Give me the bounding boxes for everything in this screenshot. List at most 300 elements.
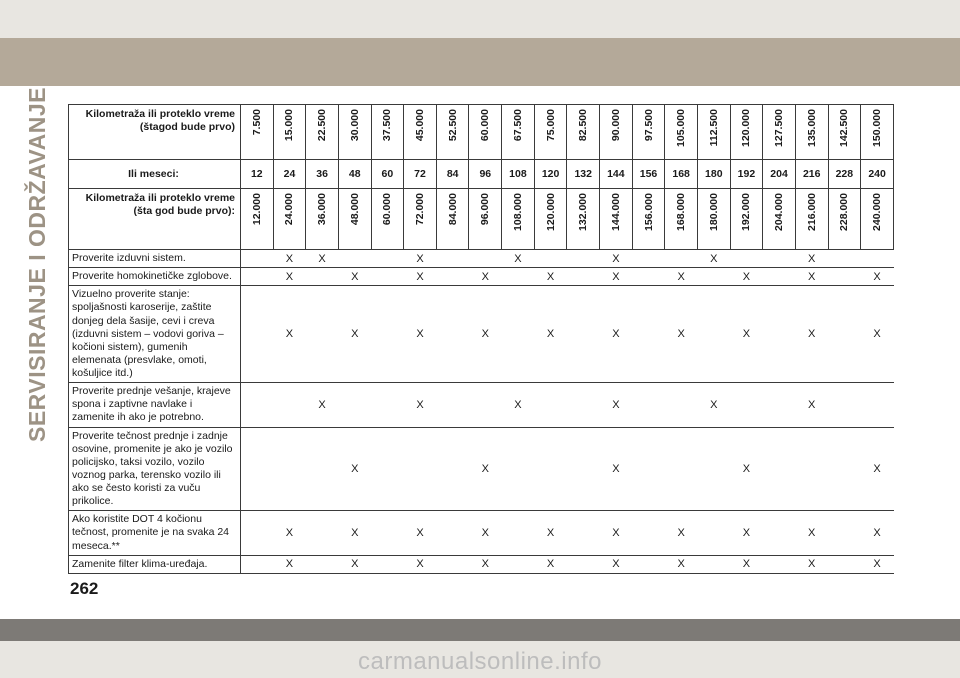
km-header-label-1: Kilometraža ili proteklo vreme (štagod bude prvo)	[69, 105, 241, 160]
km-value: 240.000	[871, 193, 884, 231]
schedule-cell	[404, 383, 437, 427]
service-mark: X	[873, 270, 881, 283]
schedule-cell	[436, 511, 469, 555]
service-mark: X	[873, 526, 881, 539]
schedule-cell	[371, 511, 404, 555]
schedule-cell	[697, 383, 730, 427]
schedule-cell	[338, 427, 371, 511]
km-value: 120.000	[544, 193, 557, 231]
schedule-cell	[273, 286, 306, 383]
schedule-cell	[632, 427, 665, 511]
km-row-1-cell	[795, 105, 828, 160]
schedule-cell	[632, 268, 665, 286]
schedule-cell	[306, 286, 339, 383]
schedule-cell	[371, 555, 404, 573]
schedule-cell	[828, 511, 861, 555]
schedule-cell	[273, 268, 306, 286]
schedule-cell	[730, 286, 763, 383]
service-mark: X	[742, 270, 751, 283]
service-mark: X	[285, 526, 294, 539]
schedule-cell	[436, 383, 469, 427]
schedule-cell	[828, 383, 861, 427]
km-row-1-cell	[306, 105, 339, 160]
maintenance-schedule-table	[68, 104, 894, 574]
schedule-cell	[502, 250, 535, 268]
schedule-row	[69, 383, 894, 427]
km-value: 204.000	[773, 193, 786, 231]
page-number: 262	[70, 579, 99, 598]
schedule-cell	[763, 383, 796, 427]
schedule-cell	[502, 286, 535, 383]
month-cell: 36	[306, 160, 339, 189]
month-cell: 228	[828, 160, 861, 189]
schedule-cell	[241, 268, 274, 286]
km-value: 142.500	[838, 109, 851, 147]
service-mark: X	[677, 328, 685, 341]
km-row-1-cell	[632, 105, 665, 160]
schedule-cell	[600, 383, 633, 427]
month-cell: 132	[567, 160, 600, 189]
month-cell: 96	[469, 160, 502, 189]
service-mark: X	[742, 462, 751, 475]
schedule-cell	[534, 268, 567, 286]
service-mark: X	[481, 558, 489, 571]
service-mark: X	[481, 526, 489, 539]
schedule-row	[69, 555, 894, 573]
schedule-cell	[273, 427, 306, 511]
schedule-cell	[697, 427, 730, 511]
schedule-cell	[730, 427, 763, 511]
schedule-cell	[632, 286, 665, 383]
schedule-cell	[502, 511, 535, 555]
schedule-cell	[632, 383, 665, 427]
schedule-cell	[436, 268, 469, 286]
km-row-1-cell	[861, 105, 894, 160]
km-value: 112.500	[707, 109, 720, 147]
schedule-cell	[861, 383, 894, 427]
km-row-1-cell	[273, 105, 306, 160]
schedule-cell	[665, 555, 698, 573]
km-row-2-cell	[861, 189, 894, 250]
schedule-cell	[763, 427, 796, 511]
schedule-row	[69, 511, 894, 555]
schedule-cell	[534, 250, 567, 268]
km-value: 15.000	[283, 109, 296, 142]
schedule-cell	[600, 511, 633, 555]
service-mark: X	[808, 398, 816, 411]
schedule-cell	[795, 383, 828, 427]
km-value: 60.000	[479, 109, 492, 142]
schedule-cell	[730, 511, 763, 555]
service-mark: X	[416, 526, 424, 539]
schedule-cell	[828, 555, 861, 573]
service-mark: X	[808, 526, 816, 539]
service-mark: X	[710, 252, 718, 265]
month-cell: 240	[861, 160, 894, 189]
service-mark: X	[416, 398, 424, 411]
km-row-1-cell	[730, 105, 763, 160]
months-header-label: Ili meseci:	[69, 160, 241, 189]
km-row-1-cell	[404, 105, 437, 160]
service-mark: X	[514, 252, 522, 265]
km-row-1-cell	[469, 105, 502, 160]
km-value: 132.000	[577, 193, 590, 231]
schedule-cell	[502, 383, 535, 427]
schedule-cell	[241, 427, 274, 511]
schedule-cell	[404, 250, 437, 268]
schedule-cell	[338, 511, 371, 555]
month-cell: 108	[502, 160, 535, 189]
service-mark: X	[677, 270, 685, 283]
schedule-cell	[665, 427, 698, 511]
schedule-cell	[795, 250, 828, 268]
service-mark: X	[677, 526, 685, 539]
km-row-1-cell	[338, 105, 371, 160]
km-value: 120.000	[740, 109, 753, 147]
service-mark: X	[612, 558, 620, 571]
service-mark: X	[742, 328, 751, 341]
km-value: 36.000	[316, 193, 329, 226]
schedule-cell	[338, 286, 371, 383]
schedule-cell	[828, 268, 861, 286]
schedule-cell	[795, 427, 828, 511]
schedule-cell	[273, 250, 306, 268]
schedule-cell	[371, 383, 404, 427]
service-mark: X	[546, 270, 555, 283]
month-cell: 156	[632, 160, 665, 189]
schedule-cell	[273, 383, 306, 427]
schedule-cell	[502, 268, 535, 286]
km-header-row-2	[69, 189, 894, 250]
km-row-1-cell	[241, 105, 274, 160]
schedule-cell	[632, 511, 665, 555]
km-row-2-cell	[763, 189, 796, 250]
schedule-cell	[665, 383, 698, 427]
service-mark: X	[808, 252, 816, 265]
schedule-cell	[861, 511, 894, 555]
month-cell: 144	[600, 160, 633, 189]
km-value: 135.000	[805, 109, 818, 147]
schedule-cell	[469, 383, 502, 427]
schedule-cell	[795, 511, 828, 555]
month-cell: 180	[697, 160, 730, 189]
schedule-cell	[567, 383, 600, 427]
schedule-row-label: Proverite prednje vešanje, krajeve spona i zaptivne navlake i zamenite ih ako je potrebno.	[69, 383, 241, 427]
km-value: 180.000	[707, 193, 720, 231]
km-value: 72.000	[414, 193, 427, 226]
km-row-2-cell	[338, 189, 371, 250]
schedule-cell	[241, 383, 274, 427]
month-cell: 204	[763, 160, 796, 189]
schedule-cell	[697, 268, 730, 286]
km-row-2-cell	[371, 189, 404, 250]
schedule-cell	[273, 511, 306, 555]
schedule-cell	[763, 268, 796, 286]
km-row-2-cell	[534, 189, 567, 250]
watermark-text: carmanualsonline.info	[358, 648, 602, 675]
service-mark: X	[742, 558, 751, 571]
km-row-1-cell	[665, 105, 698, 160]
schedule-cell	[306, 250, 339, 268]
schedule-cell	[567, 250, 600, 268]
service-mark: X	[710, 398, 718, 411]
km-row-2-cell	[795, 189, 828, 250]
schedule-cell	[795, 555, 828, 573]
schedule-cell	[338, 268, 371, 286]
km-value: 108.000	[511, 193, 524, 231]
km-row-1-cell	[436, 105, 469, 160]
km-row-2-cell	[730, 189, 763, 250]
schedule-cell	[828, 286, 861, 383]
km-value: 97.500	[642, 109, 655, 142]
km-row-2-cell	[665, 189, 698, 250]
schedule-cell	[404, 427, 437, 511]
schedule-cell	[861, 250, 894, 268]
service-mark: X	[285, 252, 294, 265]
schedule-cell	[469, 286, 502, 383]
schedule-cell	[241, 511, 274, 555]
schedule-cell	[469, 555, 502, 573]
km-row-2-cell	[404, 189, 437, 250]
schedule-cell	[730, 555, 763, 573]
km-value: 156.000	[642, 193, 655, 231]
service-mark: X	[612, 526, 620, 539]
schedule-cell	[697, 250, 730, 268]
schedule-cell	[730, 383, 763, 427]
km-row-2-cell	[567, 189, 600, 250]
schedule-cell	[241, 250, 274, 268]
km-value: 216.000	[805, 193, 818, 231]
schedule-cell	[404, 286, 437, 383]
km-row-2-cell	[241, 189, 274, 250]
schedule-cell	[665, 286, 698, 383]
schedule-row-label: Proverite tečnost prednje i zadnje osovine, promenite je ako je vozilo policijsko, taksi vozilo, vozilo voznog parka, terensko vozilo ili ako se često koristi za vuču prikolice.	[69, 427, 241, 511]
schedule-row	[69, 427, 894, 511]
schedule-cell	[795, 268, 828, 286]
schedule-cell	[861, 286, 894, 383]
schedule-row	[69, 286, 894, 383]
service-mark: X	[351, 270, 359, 283]
service-mark: X	[546, 526, 555, 539]
schedule-cell	[763, 555, 796, 573]
service-mark: X	[546, 328, 555, 341]
km-row-2-cell	[502, 189, 535, 250]
km-value: 84.000	[446, 193, 459, 226]
service-mark: X	[285, 270, 294, 283]
km-value: 127.500	[773, 109, 786, 147]
month-cell: 24	[273, 160, 306, 189]
km-value: 144.000	[609, 193, 622, 231]
schedule-cell	[273, 555, 306, 573]
schedule-cell	[534, 286, 567, 383]
km-row-1-cell	[828, 105, 861, 160]
km-row-1-cell	[371, 105, 404, 160]
service-mark: X	[742, 526, 751, 539]
service-mark: X	[612, 398, 620, 411]
month-cell: 48	[338, 160, 371, 189]
service-mark: X	[873, 462, 881, 475]
service-mark: X	[612, 462, 620, 475]
km-row-1-cell	[502, 105, 535, 160]
schedule-row-label: Proverite izduvni sistem.	[69, 250, 241, 268]
service-mark: X	[351, 526, 359, 539]
schedule-cell	[697, 555, 730, 573]
km-row-2-cell	[273, 189, 306, 250]
schedule-cell	[534, 555, 567, 573]
km-row-2-cell	[306, 189, 339, 250]
service-mark: X	[351, 328, 359, 341]
service-mark: X	[612, 270, 620, 283]
schedule-cell	[306, 555, 339, 573]
month-cell: 72	[404, 160, 437, 189]
schedule-cell	[534, 511, 567, 555]
schedule-cell	[306, 268, 339, 286]
schedule-cell	[600, 250, 633, 268]
schedule-row-label: Vizuelno proverite stanje: spoljašnosti karoserije, zaštite donjeg dela šasije, cevi i creva (izduvni sistem – vodovi goriva – kočioni sistem), gumenih elemenata (presvlake, omoti, košuljice itd.)	[69, 286, 241, 383]
km-value: 48.000	[348, 193, 361, 226]
service-mark: X	[481, 270, 489, 283]
month-cell: 60	[371, 160, 404, 189]
month-cell: 168	[665, 160, 698, 189]
km-row-2-cell	[697, 189, 730, 250]
schedule-cell	[600, 268, 633, 286]
schedule-cell	[665, 511, 698, 555]
service-mark: X	[514, 398, 522, 411]
service-mark: X	[416, 270, 424, 283]
schedule-cell	[436, 250, 469, 268]
schedule-cell	[306, 511, 339, 555]
km-value: 24.000	[283, 193, 296, 226]
km-row-2-cell	[436, 189, 469, 250]
schedule-cell	[632, 555, 665, 573]
km-value: 60.000	[381, 193, 394, 226]
km-value: 52.500	[446, 109, 459, 142]
km-value: 105.000	[675, 109, 688, 147]
km-header-row-1	[69, 105, 894, 160]
service-mark: X	[808, 328, 816, 341]
schedule-cell	[600, 427, 633, 511]
km-row-2-cell	[828, 189, 861, 250]
schedule-cell	[567, 268, 600, 286]
schedule-cell	[534, 427, 567, 511]
schedule-cell	[763, 250, 796, 268]
section-title: SERVISIRANJE I ODRŽAVANJE	[24, 86, 50, 442]
month-cell: 192	[730, 160, 763, 189]
km-header-label-2: Kilometraža ili proteklo vreme (šta god bude prvo):	[69, 189, 241, 250]
km-value: 12.000	[250, 193, 263, 226]
service-mark: X	[318, 252, 326, 265]
schedule-cell	[730, 268, 763, 286]
service-mark: X	[318, 398, 326, 411]
schedule-cell	[828, 250, 861, 268]
schedule-cell	[502, 555, 535, 573]
km-value: 168.000	[675, 193, 688, 231]
km-value: 75.000	[544, 109, 557, 142]
schedule-cell	[861, 268, 894, 286]
schedule-cell	[371, 250, 404, 268]
km-row-1-cell	[600, 105, 633, 160]
schedule-cell	[469, 427, 502, 511]
schedule-cell	[861, 427, 894, 511]
km-value: 150.000	[871, 109, 884, 147]
schedule-cell	[436, 286, 469, 383]
schedule-cell	[861, 555, 894, 573]
schedule-cell	[697, 286, 730, 383]
month-cell: 120	[534, 160, 567, 189]
service-mark: X	[873, 328, 881, 341]
schedule-cell	[404, 511, 437, 555]
header-bar	[0, 38, 960, 86]
schedule-cell	[241, 286, 274, 383]
km-value: 22.500	[316, 109, 329, 142]
km-value: 45.000	[414, 109, 427, 142]
schedule-cell	[469, 511, 502, 555]
schedule-cell	[665, 250, 698, 268]
schedule-cell	[241, 555, 274, 573]
footer-bar	[0, 619, 960, 641]
service-mark: X	[612, 252, 620, 265]
schedule-cell	[600, 555, 633, 573]
service-mark: X	[285, 558, 294, 571]
schedule-cell	[436, 427, 469, 511]
service-mark: X	[481, 462, 489, 475]
schedule-cell	[828, 427, 861, 511]
schedule-cell	[632, 250, 665, 268]
schedule-row-label: Ako koristite DOT 4 kočionu tečnost, promenite je na svaka 24 meseca.**	[69, 511, 241, 555]
schedule-cell	[697, 511, 730, 555]
service-mark: X	[808, 270, 816, 283]
schedule-cell	[567, 427, 600, 511]
schedule-cell	[306, 427, 339, 511]
schedule-cell	[763, 511, 796, 555]
schedule-cell	[534, 383, 567, 427]
schedule-cell	[338, 383, 371, 427]
schedule-cell	[436, 555, 469, 573]
top-band	[0, 0, 960, 38]
service-mark: X	[416, 252, 424, 265]
schedule-cell	[763, 286, 796, 383]
km-value: 90.000	[609, 109, 622, 142]
km-row-1-cell	[567, 105, 600, 160]
schedule-cell	[567, 286, 600, 383]
schedule-cell	[306, 383, 339, 427]
schedule-cell	[502, 427, 535, 511]
km-row-1-cell	[697, 105, 730, 160]
service-mark: X	[677, 558, 685, 571]
schedule-cell	[567, 511, 600, 555]
schedule-row	[69, 250, 894, 268]
month-cell: 84	[436, 160, 469, 189]
schedule-cell	[600, 286, 633, 383]
schedule-cell	[371, 427, 404, 511]
schedule-cell	[795, 286, 828, 383]
schedule-cell	[404, 268, 437, 286]
schedule-row-label: Proverite homokinetičke zglobove.	[69, 268, 241, 286]
schedule-cell	[371, 268, 404, 286]
month-cell: 12	[241, 160, 274, 189]
schedule-row-label: Zamenite filter klima-uređaja.	[69, 555, 241, 573]
schedule-cell	[730, 250, 763, 268]
km-value: 37.500	[381, 109, 394, 142]
schedule-cell	[567, 555, 600, 573]
km-value: 7.500	[250, 109, 263, 136]
km-value: 192.000	[740, 193, 753, 231]
service-mark: X	[416, 558, 424, 571]
schedule-cell	[371, 286, 404, 383]
km-row-1-cell	[763, 105, 796, 160]
km-value: 82.500	[577, 109, 590, 142]
km-row-1-cell	[534, 105, 567, 160]
